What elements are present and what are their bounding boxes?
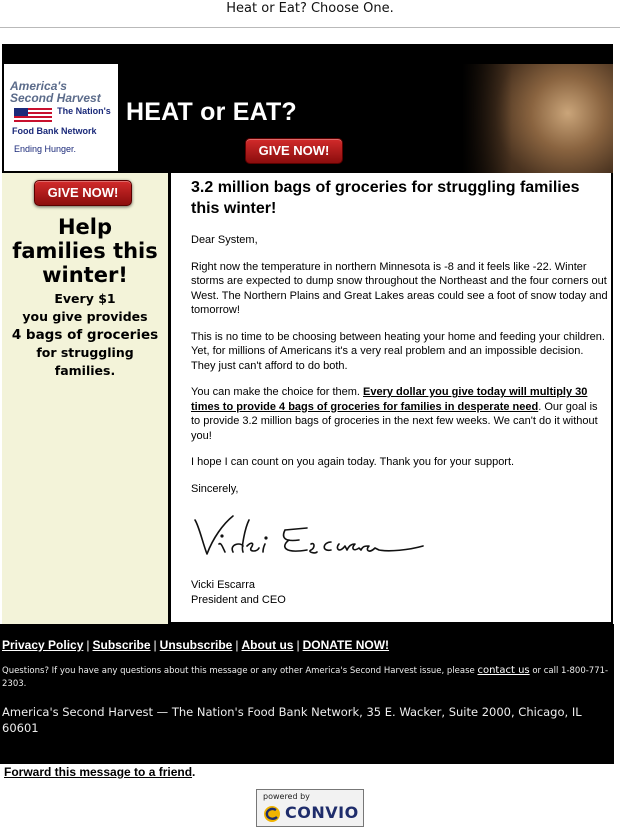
letter-paragraph-3	[191, 385, 609, 443]
paragraph-3-outro: . Our goal is to provide 3.2 million bags of groceries in the next few weeks. We can't do it without you!	[191, 400, 598, 442]
sidebar-subtext-line2: you give provides	[22, 309, 148, 324]
link-separator: |	[86, 638, 90, 652]
link-separator: |	[235, 638, 239, 652]
give-now-button-sidebar[interactable]: GIVE NOW!	[34, 180, 132, 206]
convio-logo-icon	[263, 805, 281, 823]
photo-fade	[462, 64, 512, 173]
top-bar	[2, 44, 613, 64]
sidebar-heading-line3: winter!	[42, 263, 128, 287]
convio-badge[interactable]	[256, 789, 364, 827]
logo-network-line1: The Nation's	[57, 106, 111, 116]
sidebar-subtext-line1: Every $1	[54, 291, 116, 306]
letter-title: 3.2 million bags of groceries for struggling families this winter!	[191, 179, 580, 217]
sidebar-subtext-line5: families.	[54, 363, 116, 378]
signer-title: President and CEO	[191, 593, 286, 606]
logo-text-line1: America's	[10, 79, 67, 93]
logo-text-line2: Second Harvest	[10, 91, 101, 105]
donate-now-link[interactable]: DONATE NOW!	[302, 638, 390, 652]
footer-questions	[2, 664, 612, 691]
sidebar-heading	[2, 215, 168, 287]
convio-wordmark: CONVIO	[285, 803, 359, 822]
letter-panel	[171, 173, 613, 624]
email-subject: Heat or Eat? Choose One.	[0, 0, 620, 28]
signature-image	[189, 508, 429, 562]
about-us-link[interactable]: About us	[241, 638, 294, 652]
donation-multiply-link[interactable]: Every dollar you give today will multiply 30 times to provide 4 bags of groceries for families in desperate need	[191, 386, 588, 413]
letter-paragraph-4: I hope I can count on you again today. Thank you for your support.	[191, 456, 515, 468]
link-separator: |	[296, 638, 300, 652]
sidebar-subtext	[2, 290, 168, 380]
signer-name: Vicki Escarra	[191, 579, 255, 591]
sidebar-subtext-line3: 4 bags of groceries	[11, 327, 159, 343]
letter-greeting: Dear System,	[191, 234, 258, 246]
letter-body	[191, 177, 609, 607]
headline: HEAT or EAT?	[126, 98, 297, 126]
logo-network-line2: Food Bank Network	[12, 126, 97, 136]
sidebar	[2, 173, 171, 624]
paragraph-3-intro: You can make the choice for them.	[191, 386, 364, 398]
forward-to-friend-link[interactable]: Forward this message to a friend	[4, 765, 193, 779]
unsubscribe-link[interactable]: Unsubscribe	[159, 638, 233, 652]
footer	[0, 624, 614, 764]
questions-phone: or call 1-800-771-2303.	[2, 666, 609, 689]
header-banner	[2, 64, 613, 173]
subscribe-link[interactable]: Subscribe	[92, 638, 151, 652]
privacy-policy-link[interactable]: Privacy Policy	[2, 638, 84, 652]
letter-paragraph-2: This is no time to be choosing between heating your home and feeding your children. Yet, for millions of Americans it's a very real problem and an impossible decision. They just can't afford to do both.	[191, 330, 605, 372]
give-now-button-header[interactable]: GIVE NOW!	[245, 138, 343, 164]
questions-intro: Questions? If you have any questions about this message or any other America's Second Harvest issue, please	[2, 666, 478, 676]
sidebar-subtext-line4: for struggling	[36, 345, 134, 360]
logo-tagline: Ending Hunger.	[14, 144, 77, 154]
mother-child-photo	[462, 64, 613, 173]
powered-by-label: powered by	[263, 792, 310, 801]
flag-icon	[14, 108, 52, 122]
contact-us-link[interactable]: contact us	[477, 665, 530, 676]
forward-period: .	[192, 765, 196, 779]
link-separator: |	[153, 638, 157, 652]
footer-links	[2, 638, 612, 652]
sidebar-heading-line1: Help	[57, 215, 113, 239]
forward-line	[4, 765, 195, 779]
letter-closing: Sincerely,	[191, 482, 239, 495]
logo[interactable]	[4, 64, 118, 171]
footer-address: America's Second Harvest — The Nation's Food Bank Network, 35 E. Wacker, Suite 2000, Chicago, IL 60601	[2, 705, 582, 735]
sidebar-heading-line2: families this	[12, 239, 158, 263]
letter-paragraph-1: Right now the temperature in northern Minnesota is -8 and it feels like -22. Winter storms are expected to dump snow throughout the Northeast and the four corners out West. The Northern Plains and Great Lakes areas could see a foot of snow today and tomorrow!	[191, 260, 608, 316]
